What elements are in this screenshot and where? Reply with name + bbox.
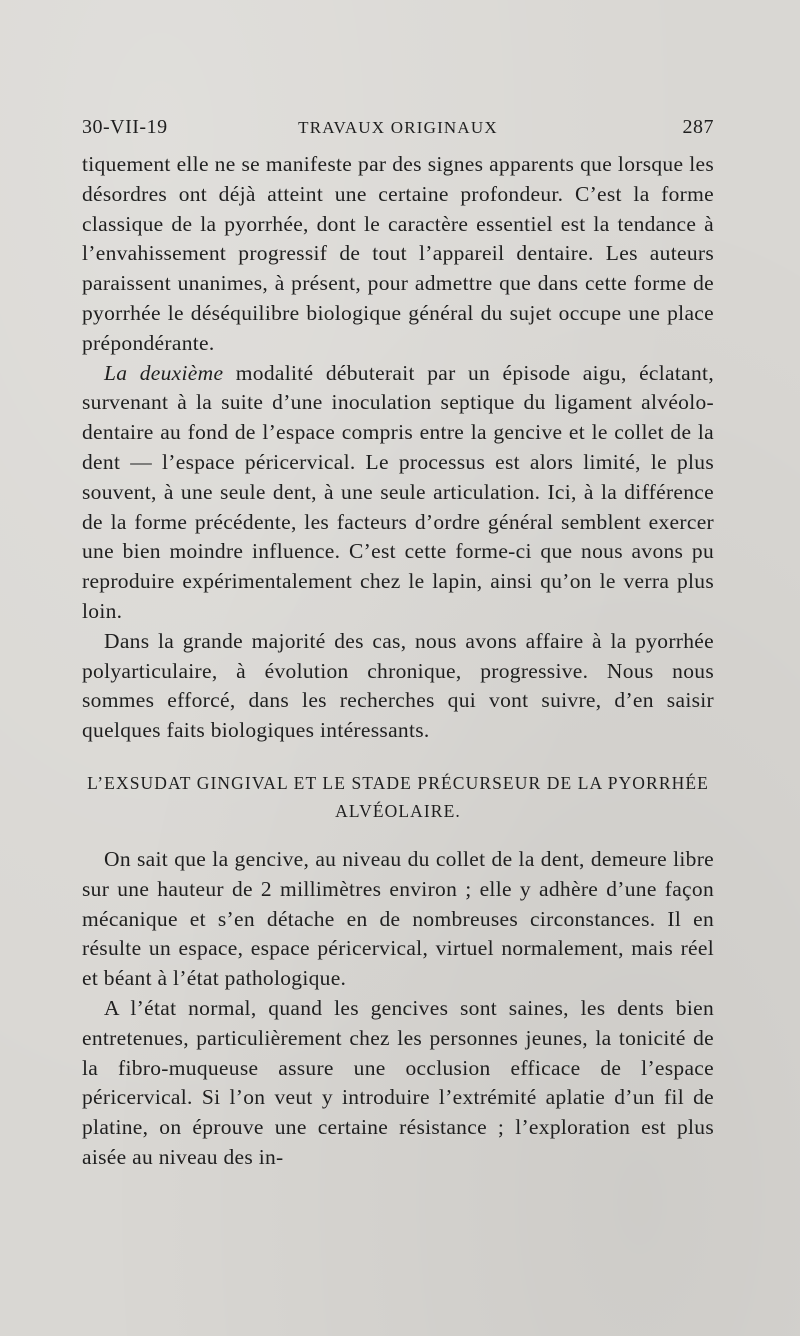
section-heading: L’EXSUDAT GINGIVAL ET LE STADE PRÉCURSEUR DE LA PYORRHÉE ALVÉOLAIRE. bbox=[87, 772, 709, 821]
paragraph-2 bbox=[82, 359, 714, 627]
header-date: 30-VII-19 bbox=[82, 116, 168, 138]
header-section-title: TRAVAUX ORIGINAUX bbox=[298, 118, 498, 137]
paragraph-2-text: modalité débuterait par un épisode aigu, éclatant, survenant à la suite d’une inoculation septique du ligament alvéolo-dentaire au fond de l’espace compris entre la gencive et le collet de la dent — l’espace péricervical. Le processus est alors limité, le plus souvent, à une seule dent, à une seule articulation. Ici, à la différence de la forme précédente, les facteurs d’ordre général semblent exercer une bien moindre influence. C’est cette forme-ci que nous avons pu reproduire expérimentalement chez le lapin, ainsi qu’on le verra plus loin. bbox=[82, 360, 714, 623]
page-number: 287 bbox=[682, 116, 714, 138]
paragraph-1: tiquement elle ne se manifeste par des signes apparents que lorsque les désordres ont déjà atteint une certaine profondeur. C’est la forme classique de la pyorrhée, dont le caractère essentiel est la tendance à l’envahissement progressif de tout l’appareil dentaire. Les auteurs paraissent unanimes, à présent, pour admettre que dans cette forme de pyorrhée le déséquilibre biologique général du sujet occupe une place prépondérante. bbox=[82, 152, 714, 355]
paragraph-2-italic: La deuxième bbox=[104, 360, 224, 385]
body-text bbox=[82, 150, 714, 1173]
paragraph-4: On sait que la gencive, au niveau du collet de la dent, demeure libre sur une hauteur de 2 millimètres environ ; elle y adhère d’une façon mécanique et s’en détache en de nombreuses circonstances. Il en résulte un espace, espace péricervical, virtuel normalement, mais réel et béant à l’état pathologique. bbox=[82, 846, 714, 991]
paragraph-5: A l’état normal, quand les gencives sont saines, les dents bien entretenues, particulièrement chez les personnes jeunes, la tonicité de la fibro-muqueuse assure une occlusion efficace de l’espace péricervical. Si l’on veut y introduire l’extrémité aplatie d’un fil de platine, on éprouve une certaine résistance ; l’exploration est plus aisée au niveau des in- bbox=[82, 995, 714, 1169]
running-head bbox=[82, 116, 714, 142]
paragraph-3: Dans la grande majorité des cas, nous avons affaire à la pyorrhée polyarticulaire, à évolution chronique, progressive. Nous nous sommes efforcé, dans les recherches qui vont suivre, d’en saisir quelques faits biologiques intéressants. bbox=[82, 628, 714, 743]
